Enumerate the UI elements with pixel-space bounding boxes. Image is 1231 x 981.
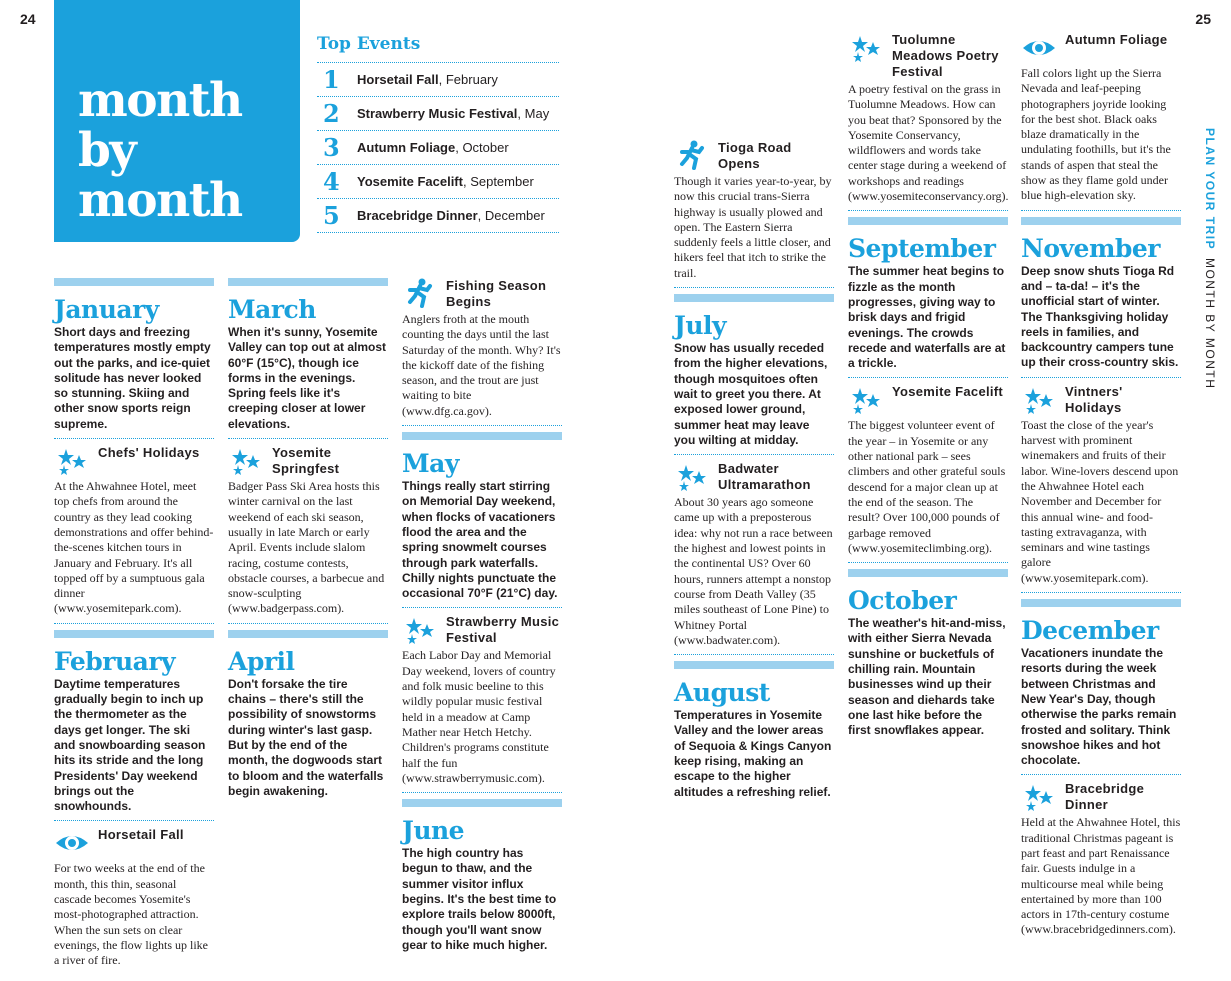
top-event-item: 4 Yosemite Facelift, September bbox=[317, 164, 559, 198]
top-event-item: 2 Strawberry Music Festival, May bbox=[317, 96, 559, 130]
stars-icon bbox=[402, 614, 438, 646]
event-title: Yosemite Facelift bbox=[892, 384, 1004, 400]
event-text: Anglers froth at the mouth counting the days until the last Saturday of the month. Why? It's the kickoff date of the fishing season, and the trout are just waiting to bite (www.dfg.ca.gov). bbox=[402, 312, 561, 418]
event-text: Badger Pass Ski Area hosts this winter carnival on the last weekend of each ski season, usually in late March or early April. Events include slalom racing, costume contests, obstacle courses, a barbecue and snow-sculpting (www.badgerpass.com). bbox=[228, 479, 385, 616]
page-number-right: 25 bbox=[1195, 11, 1211, 27]
event-badwater bbox=[674, 461, 834, 655]
divider-bar bbox=[848, 217, 1008, 225]
event-fishing-season bbox=[402, 278, 562, 426]
top-events-list bbox=[317, 34, 559, 233]
stars-icon bbox=[848, 384, 884, 416]
event-title: Horsetail Fall bbox=[98, 827, 184, 843]
month-intro: The high country has begun to thaw, and the summer visitor influx begins. It's the best time to explore trails below 8000ft, though you'll want snow gear to hike much higher. bbox=[402, 846, 557, 952]
stars-icon bbox=[1021, 384, 1057, 416]
event-title: Fishing Season Begins bbox=[446, 278, 547, 309]
event-title: Strawberry Music Festival bbox=[446, 614, 560, 646]
event-text: Though it varies year-to-year, by now this crucial trans-Sierra highway is usually plowed and open. The Eastern Sierra suddenly feels a little closer, and hikers feel that itch to strike the trail. bbox=[674, 174, 832, 280]
top-event-item: 3 Autumn Foliage, October bbox=[317, 130, 559, 164]
divider-bar bbox=[228, 630, 388, 638]
divider-bar bbox=[674, 294, 834, 302]
event-tuolumne-poetry bbox=[848, 32, 1008, 211]
month-intro: Deep snow shuts Tioga Rd and – ta-da! – it's the unofficial start of winter. The Thanksgiving holiday reels in families, and backcountry campers tune up their cross-country skis. bbox=[1021, 264, 1181, 378]
stars-icon bbox=[1021, 781, 1057, 813]
stars-icon bbox=[54, 445, 90, 477]
event-title: Badwater Ultramarathon bbox=[718, 461, 811, 493]
eye-icon bbox=[54, 827, 90, 859]
page-number-left: 24 bbox=[20, 11, 36, 27]
month-intro: The summer heat begins to fizzle as the month progresses, giving way to brisk days and frigid evenings. The crowds recede and waterfalls are at a trickle. bbox=[848, 264, 1008, 378]
month-intro: Don't forsake the tire chains – there's still the possibility of snowstorms during winter's last gasp. But by the end of the month, the dogwoods start to bloom and the waterfalls begin awakening. bbox=[228, 676, 384, 798]
divider-bar bbox=[54, 278, 214, 286]
month-heading-september: September bbox=[848, 234, 996, 264]
column-4 bbox=[674, 140, 834, 812]
divider-bar bbox=[1021, 599, 1181, 607]
event-yosemite-springfest bbox=[228, 445, 388, 624]
event-yosemite-facelift bbox=[848, 384, 1008, 563]
divider-bar bbox=[402, 799, 562, 807]
month-intro: Vacationers inundate the resorts during the week between Christmas and New Year's Day, though otherwise the parks remain frosted and solitary. Think snowshoe hikes and hot chocolate. bbox=[1021, 646, 1181, 775]
divider-bar bbox=[228, 278, 388, 286]
column-2 bbox=[228, 278, 388, 811]
event-text: A poetry festival on the grass in Tuolumne Meadows. How can you beat that? Sponsored by the Yosemite Conservancy, wildflowers and words take center stage during a weekend of workshops and readings (www.yosemiteconservancy.org). bbox=[848, 82, 1009, 204]
month-heading-july: July bbox=[674, 311, 727, 341]
divider-bar bbox=[402, 432, 562, 440]
event-title: Bracebridge Dinner bbox=[1065, 781, 1145, 813]
month-heading-june: June bbox=[402, 816, 465, 846]
event-vintners-holidays bbox=[1021, 384, 1181, 593]
event-text: Toast the close of the year's harvest with prominent winemakers and fruits of their labor. Wine-lovers descend upon the Ahwahnee Hotel each November and December for this annual wine- and food-tasting extravaganza, with seminars and wine tastings galore (www.yosemitepark.com). bbox=[1021, 417, 1179, 585]
event-title: Autumn Foliage bbox=[1065, 32, 1168, 47]
event-text: About 30 years ago someone came up with a preposterous idea: why not run a race between the highest and lowest points in the continental US? Over 60 hours, runners attempt a nonstop course from Death Valley (35 miles southeast of Lone Pine) to Whitney Portal (www.badwater.com). bbox=[674, 495, 833, 647]
column-3 bbox=[402, 278, 562, 965]
event-title: Chefs' Holidays bbox=[98, 445, 200, 461]
month-heading-may: May bbox=[402, 449, 459, 479]
top-event-item: 5 Bracebridge Dinner, December bbox=[317, 198, 559, 233]
month-heading-march: March bbox=[228, 295, 316, 324]
stars-icon bbox=[228, 445, 264, 477]
month-intro: Short days and freezing temperatures mostly empty out the parks, and ice-quiet solitude has never looked so stunning. Skiing and other snow sports reign supreme. bbox=[54, 325, 214, 439]
month-heading-november: November bbox=[1021, 233, 1160, 263]
month-intro: The weather's hit-and-miss, with either Sierra Nevada sunshine or bucketfuls of chilling rain. Mountain businesses wind up their season and diehards take one last hike before the first snowflakes appear. bbox=[848, 616, 1006, 738]
month-heading-august: August bbox=[674, 678, 770, 708]
top-event-item: 1 Horsetail Fall, February bbox=[317, 62, 559, 96]
month-heading-october: October bbox=[848, 586, 957, 616]
month-intro: Things really start stirring on Memorial Day weekend, when flocks of vacationers flood the area and the spring snowmelt courses through park waterfalls. Chilly nights punctuate the occasional 70°F (21°C) day. bbox=[402, 479, 562, 608]
page-title: month by month bbox=[54, 0, 300, 242]
event-text: At the Ahwahnee Hotel, meet top chefs from around the country as they lead cooking demonstrations and offer behind-the-scenes kitchen tours in January and February. It's all topped off by a sumptuous gala dinner (www.yosemitepark.com). bbox=[54, 479, 214, 616]
column-5 bbox=[848, 32, 1008, 751]
event-autumn-foliage bbox=[1021, 32, 1181, 211]
event-chefs-holidays bbox=[54, 445, 214, 624]
event-title: Yosemite Springfest bbox=[272, 445, 340, 477]
event-text: The biggest volunteer event of the year – in Yosemite or any other national park – sees climbers and other grateful souls descend for a major clean up at the end of the season. The result? Over 100,000 pounds of garbage removed (www.yosemiteclimbing.org). bbox=[848, 418, 1006, 555]
month-intro: Snow has usually receded from the higher elevations, though mosquitoes often wait to greet you there. At exposed lower ground, summer heat may leave you wilting at midday. bbox=[674, 341, 834, 455]
event-text: Each Labor Day and Memorial Day weekend, lovers of country and folk music beeline to this wildly popular music festival held in a meadow at Camp Mather near Hetch Hetchy. Children's programs constitute half the fun (www.strawberrymusic.com). bbox=[402, 648, 556, 785]
event-text: Held at the Ahwahnee Hotel, this traditional Christmas pageant is part feast and part Renaissance fair. Guests indulge in a multicourse meal while being entertained by more than 100 actors in 17th-century costume (www.bracebridgedinners.com). bbox=[1021, 815, 1181, 937]
section-side-label bbox=[1203, 128, 1217, 389]
event-tioga-road bbox=[674, 140, 834, 288]
divider-bar bbox=[54, 630, 214, 638]
month-intro: Temperatures in Yosemite Valley and the lower areas of Sequoia & Kings Canyon keep rising, making an escape to the higher altitudes a refreshing relief. bbox=[674, 708, 832, 799]
stars-icon bbox=[674, 461, 710, 493]
event-text: Fall colors light up the Sierra Nevada and leaf-peeping photographers joyride looking for the best shot. Black oaks blaze dramatically in the undulating foothills, but it's the stands of aspen that steal the show as they flame gold under blue high-elevation sky. bbox=[1021, 66, 1171, 203]
event-title: Vintners' Holidays bbox=[1065, 383, 1123, 415]
side-label-highlight: PLAN YOUR TRIP bbox=[1203, 128, 1217, 251]
event-bracebridge-dinner bbox=[1021, 781, 1181, 943]
column-6 bbox=[1021, 32, 1181, 950]
runner-icon bbox=[402, 278, 438, 310]
month-intro: Daytime temperatures gradually begin to inch up the thermometer as the days get longer. The ski and snowboarding season hits its stride and the long Presidents' Day weekend brings out the snowhounds. bbox=[54, 677, 214, 822]
event-title: Tioga Road Opens bbox=[718, 140, 792, 171]
month-heading-april: April bbox=[228, 646, 295, 676]
event-title: Tuolumne Meadows Poetry Festival bbox=[892, 32, 999, 79]
stars-icon bbox=[848, 32, 884, 64]
event-text: For two weeks at the end of the month, this thin, seasonal cascade becomes Yosemite's most-photographed attraction. When the sun sets on clear evenings, the flow lights up like a river of fire. bbox=[54, 861, 208, 968]
event-horsetail-fall bbox=[54, 827, 214, 974]
side-label-name: MONTH BY MONTH bbox=[1203, 257, 1217, 390]
divider-bar bbox=[848, 569, 1008, 577]
event-strawberry-festival bbox=[402, 614, 562, 793]
month-heading-december: December bbox=[1021, 616, 1159, 646]
month-intro: When it's sunny, Yosemite Valley can top out at almost 60°F (15°C), though ice forms in the evenings. Spring feels like it's creeping closer at lower elevations. bbox=[228, 325, 388, 439]
runner-icon bbox=[674, 140, 710, 172]
divider-bar bbox=[1021, 217, 1181, 225]
eye-icon bbox=[1021, 32, 1057, 64]
column-1 bbox=[54, 278, 214, 981]
divider-bar bbox=[674, 661, 834, 669]
month-heading-february: February bbox=[54, 646, 176, 676]
month-heading-january: January bbox=[54, 295, 159, 324]
top-events-heading: Top Events bbox=[317, 34, 421, 54]
